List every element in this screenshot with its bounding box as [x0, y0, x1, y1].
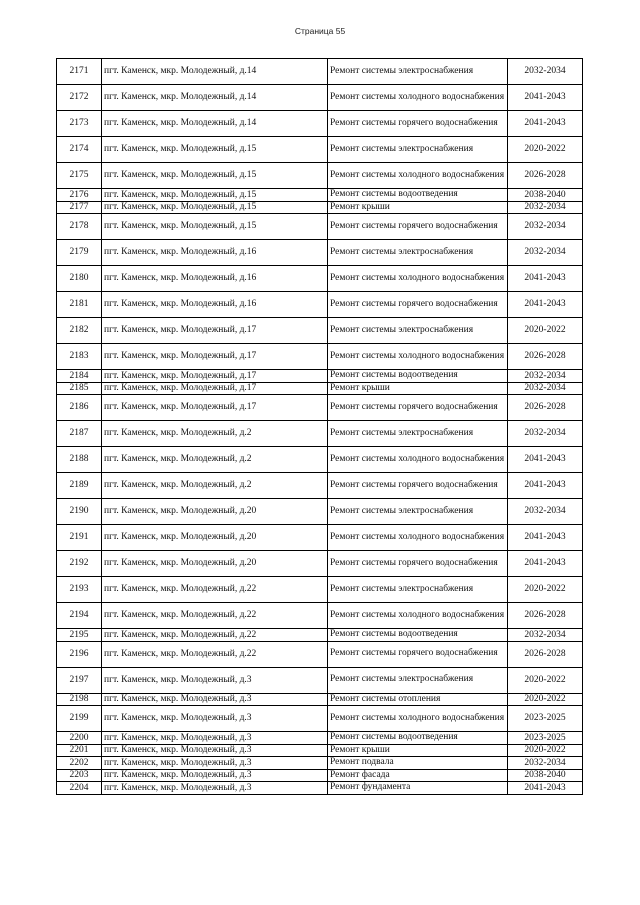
period-cell: 2032-2034 [508, 382, 583, 395]
work-type-cell: Ремонт системы электроснабжения [328, 499, 508, 525]
table-row [57, 706, 583, 732]
work-type-cell: Ремонт системы электроснабжения [328, 137, 508, 163]
table-row [57, 370, 583, 383]
address-cell: пгт. Каменск, мкр. Молодежный, д.2 [102, 473, 328, 499]
period-cell: 2026-2028 [508, 344, 583, 370]
work-type-cell: Ремонт системы горячего водоснабжения [328, 111, 508, 137]
period-cell: 2023-2025 [508, 706, 583, 732]
address-cell: пгт. Каменск, мкр. Молодежный, д.15 [102, 137, 328, 163]
address-cell: пгт. Каменск, мкр. Молодежный, д.3 [102, 782, 328, 795]
row-number-cell: 2199 [57, 706, 102, 732]
address-cell: пгт. Каменск, мкр. Молодежный, д.22 [102, 603, 328, 629]
row-number-cell: 2202 [57, 757, 102, 770]
address-cell: пгт. Каменск, мкр. Молодежный, д.3 [102, 667, 328, 693]
table-row [57, 577, 583, 603]
row-number-cell: 2200 [57, 732, 102, 745]
work-type-cell: Ремонт системы холодного водоснабжения [328, 525, 508, 551]
work-type-cell: Ремонт крыши [328, 744, 508, 757]
row-number-cell: 2192 [57, 551, 102, 577]
address-cell: пгт. Каменск, мкр. Молодежный, д.20 [102, 525, 328, 551]
work-type-cell: Ремонт фундамента [328, 782, 508, 795]
row-number-cell: 2178 [57, 214, 102, 240]
period-cell: 2023-2025 [508, 732, 583, 745]
work-type-cell: Ремонт системы водоотведения [328, 629, 508, 642]
address-cell: пгт. Каменск, мкр. Молодежный, д.16 [102, 292, 328, 318]
row-number-cell: 2179 [57, 240, 102, 266]
table-row [57, 163, 583, 189]
period-cell: 2020-2022 [508, 744, 583, 757]
period-cell: 2041-2043 [508, 292, 583, 318]
row-number-cell: 2197 [57, 667, 102, 693]
row-number-cell: 2185 [57, 382, 102, 395]
table-row [57, 85, 583, 111]
table-row [57, 757, 583, 770]
table-row [57, 111, 583, 137]
table-row [57, 732, 583, 745]
address-cell: пгт. Каменск, мкр. Молодежный, д.15 [102, 189, 328, 202]
work-type-cell: Ремонт системы горячего водоснабжения [328, 292, 508, 318]
address-cell: пгт. Каменск, мкр. Молодежный, д.3 [102, 757, 328, 770]
work-type-cell: Ремонт системы холодного водоснабжения [328, 163, 508, 189]
work-type-cell: Ремонт системы горячего водоснабжения [328, 395, 508, 421]
work-type-cell: Ремонт системы холодного водоснабжения [328, 344, 508, 370]
table-row [57, 421, 583, 447]
row-number-cell: 2186 [57, 395, 102, 421]
address-cell: пгт. Каменск, мкр. Молодежный, д.17 [102, 318, 328, 344]
repair-schedule-table [56, 58, 583, 795]
address-cell: пгт. Каменск, мкр. Молодежный, д.17 [102, 344, 328, 370]
address-cell: пгт. Каменск, мкр. Молодежный, д.15 [102, 214, 328, 240]
period-cell: 2041-2043 [508, 85, 583, 111]
row-number-cell: 2198 [57, 693, 102, 706]
row-number-cell: 2190 [57, 499, 102, 525]
row-number-cell: 2187 [57, 421, 102, 447]
period-cell: 2020-2022 [508, 137, 583, 163]
row-number-cell: 2188 [57, 447, 102, 473]
row-number-cell: 2181 [57, 292, 102, 318]
work-type-cell: Ремонт подвала [328, 757, 508, 770]
table-row [57, 744, 583, 757]
address-cell: пгт. Каменск, мкр. Молодежный, д.22 [102, 629, 328, 642]
table-row [57, 292, 583, 318]
table-row [57, 499, 583, 525]
period-cell: 2041-2043 [508, 447, 583, 473]
work-type-cell: Ремонт системы водоотведения [328, 732, 508, 745]
table-row [57, 201, 583, 214]
work-type-cell: Ремонт фасада [328, 769, 508, 782]
work-type-cell: Ремонт крыши [328, 201, 508, 214]
work-type-cell: Ремонт системы электроснабжения [328, 421, 508, 447]
address-cell: пгт. Каменск, мкр. Молодежный, д.22 [102, 577, 328, 603]
period-cell: 2041-2043 [508, 782, 583, 795]
table-row [57, 59, 583, 85]
period-cell: 2032-2034 [508, 757, 583, 770]
address-cell: пгт. Каменск, мкр. Молодежный, д.3 [102, 693, 328, 706]
work-type-cell: Ремонт системы холодного водоснабжения [328, 85, 508, 111]
address-cell: пгт. Каменск, мкр. Молодежный, д.14 [102, 111, 328, 137]
table-row [57, 473, 583, 499]
period-cell: 2041-2043 [508, 551, 583, 577]
work-type-cell: Ремонт системы электроснабжения [328, 318, 508, 344]
table-body [57, 59, 583, 795]
work-type-cell: Ремонт системы отопления [328, 693, 508, 706]
period-cell: 2038-2040 [508, 189, 583, 202]
period-cell: 2020-2022 [508, 318, 583, 344]
work-type-cell: Ремонт системы горячего водоснабжения [328, 551, 508, 577]
work-type-cell: Ремонт системы холодного водоснабжения [328, 706, 508, 732]
period-cell: 2020-2022 [508, 577, 583, 603]
table-row [57, 551, 583, 577]
table-row [57, 189, 583, 202]
address-cell: пгт. Каменск, мкр. Молодежный, д.15 [102, 201, 328, 214]
row-number-cell: 2204 [57, 782, 102, 795]
table-row [57, 240, 583, 266]
table-row [57, 603, 583, 629]
row-number-cell: 2173 [57, 111, 102, 137]
address-cell: пгт. Каменск, мкр. Молодежный, д.2 [102, 447, 328, 473]
table-row [57, 214, 583, 240]
period-cell: 2032-2034 [508, 421, 583, 447]
address-cell: пгт. Каменск, мкр. Молодежный, д.3 [102, 744, 328, 757]
row-number-cell: 2193 [57, 577, 102, 603]
address-cell: пгт. Каменск, мкр. Молодежный, д.15 [102, 163, 328, 189]
address-cell: пгт. Каменск, мкр. Молодежный, д.14 [102, 59, 328, 85]
work-type-cell: Ремонт системы горячего водоснабжения [328, 641, 508, 667]
period-cell: 2032-2034 [508, 370, 583, 383]
address-cell: пгт. Каменск, мкр. Молодежный, д.3 [102, 769, 328, 782]
table-row [57, 769, 583, 782]
work-type-cell: Ремонт системы электроснабжения [328, 240, 508, 266]
table-row [57, 782, 583, 795]
row-number-cell: 2174 [57, 137, 102, 163]
table-row [57, 629, 583, 642]
work-type-cell: Ремонт системы электроснабжения [328, 59, 508, 85]
period-cell: 2041-2043 [508, 266, 583, 292]
row-number-cell: 2184 [57, 370, 102, 383]
table-row [57, 525, 583, 551]
table-row [57, 447, 583, 473]
row-number-cell: 2171 [57, 59, 102, 85]
work-type-cell: Ремонт системы водоотведения [328, 189, 508, 202]
address-cell: пгт. Каменск, мкр. Молодежный, д.17 [102, 382, 328, 395]
row-number-cell: 2194 [57, 603, 102, 629]
row-number-cell: 2175 [57, 163, 102, 189]
address-cell: пгт. Каменск, мкр. Молодежный, д.20 [102, 499, 328, 525]
row-number-cell: 2172 [57, 85, 102, 111]
row-number-cell: 2183 [57, 344, 102, 370]
table-row [57, 266, 583, 292]
table-row [57, 667, 583, 693]
table-row [57, 382, 583, 395]
address-cell: пгт. Каменск, мкр. Молодежный, д.20 [102, 551, 328, 577]
work-type-cell: Ремонт системы горячего водоснабжения [328, 473, 508, 499]
period-cell: 2041-2043 [508, 111, 583, 137]
work-type-cell: Ремонт системы водоотведения [328, 370, 508, 383]
address-cell: пгт. Каменск, мкр. Молодежный, д.22 [102, 641, 328, 667]
row-number-cell: 2201 [57, 744, 102, 757]
row-number-cell: 2180 [57, 266, 102, 292]
period-cell: 2032-2034 [508, 201, 583, 214]
period-cell: 2032-2034 [508, 629, 583, 642]
period-cell: 2026-2028 [508, 603, 583, 629]
row-number-cell: 2176 [57, 189, 102, 202]
period-cell: 2026-2028 [508, 163, 583, 189]
period-cell: 2038-2040 [508, 769, 583, 782]
table-row [57, 344, 583, 370]
table-row [57, 395, 583, 421]
work-type-cell: Ремонт системы электроснабжения [328, 577, 508, 603]
table-row [57, 318, 583, 344]
work-type-cell: Ремонт системы электроснабжения [328, 667, 508, 693]
period-cell: 2020-2022 [508, 693, 583, 706]
period-cell: 2041-2043 [508, 473, 583, 499]
row-number-cell: 2189 [57, 473, 102, 499]
work-type-cell: Ремонт системы холодного водоснабжения [328, 447, 508, 473]
row-number-cell: 2182 [57, 318, 102, 344]
page-number-label: Страница 55 [294, 26, 346, 36]
address-cell: пгт. Каменск, мкр. Молодежный, д.3 [102, 732, 328, 745]
row-number-cell: 2195 [57, 629, 102, 642]
address-cell: пгт. Каменск, мкр. Молодежный, д.14 [102, 85, 328, 111]
row-number-cell: 2177 [57, 201, 102, 214]
work-type-cell: Ремонт системы холодного водоснабжения [328, 266, 508, 292]
address-cell: пгт. Каменск, мкр. Молодежный, д.3 [102, 706, 328, 732]
row-number-cell: 2203 [57, 769, 102, 782]
row-number-cell: 2191 [57, 525, 102, 551]
address-cell: пгт. Каменск, мкр. Молодежный, д.17 [102, 395, 328, 421]
work-type-cell: Ремонт системы холодного водоснабжения [328, 603, 508, 629]
work-type-cell: Ремонт системы горячего водоснабжения [328, 214, 508, 240]
period-cell: 2032-2034 [508, 499, 583, 525]
table-row [57, 641, 583, 667]
period-cell: 2032-2034 [508, 59, 583, 85]
row-number-cell: 2196 [57, 641, 102, 667]
period-cell: 2041-2043 [508, 525, 583, 551]
period-cell: 2020-2022 [508, 667, 583, 693]
address-cell: пгт. Каменск, мкр. Молодежный, д.17 [102, 370, 328, 383]
table-row [57, 693, 583, 706]
address-cell: пгт. Каменск, мкр. Молодежный, д.16 [102, 266, 328, 292]
table-row [57, 137, 583, 163]
address-cell: пгт. Каменск, мкр. Молодежный, д.2 [102, 421, 328, 447]
period-cell: 2026-2028 [508, 641, 583, 667]
address-cell: пгт. Каменск, мкр. Молодежный, д.16 [102, 240, 328, 266]
work-type-cell: Ремонт крыши [328, 382, 508, 395]
period-cell: 2026-2028 [508, 395, 583, 421]
period-cell: 2032-2034 [508, 214, 583, 240]
period-cell: 2032-2034 [508, 240, 583, 266]
